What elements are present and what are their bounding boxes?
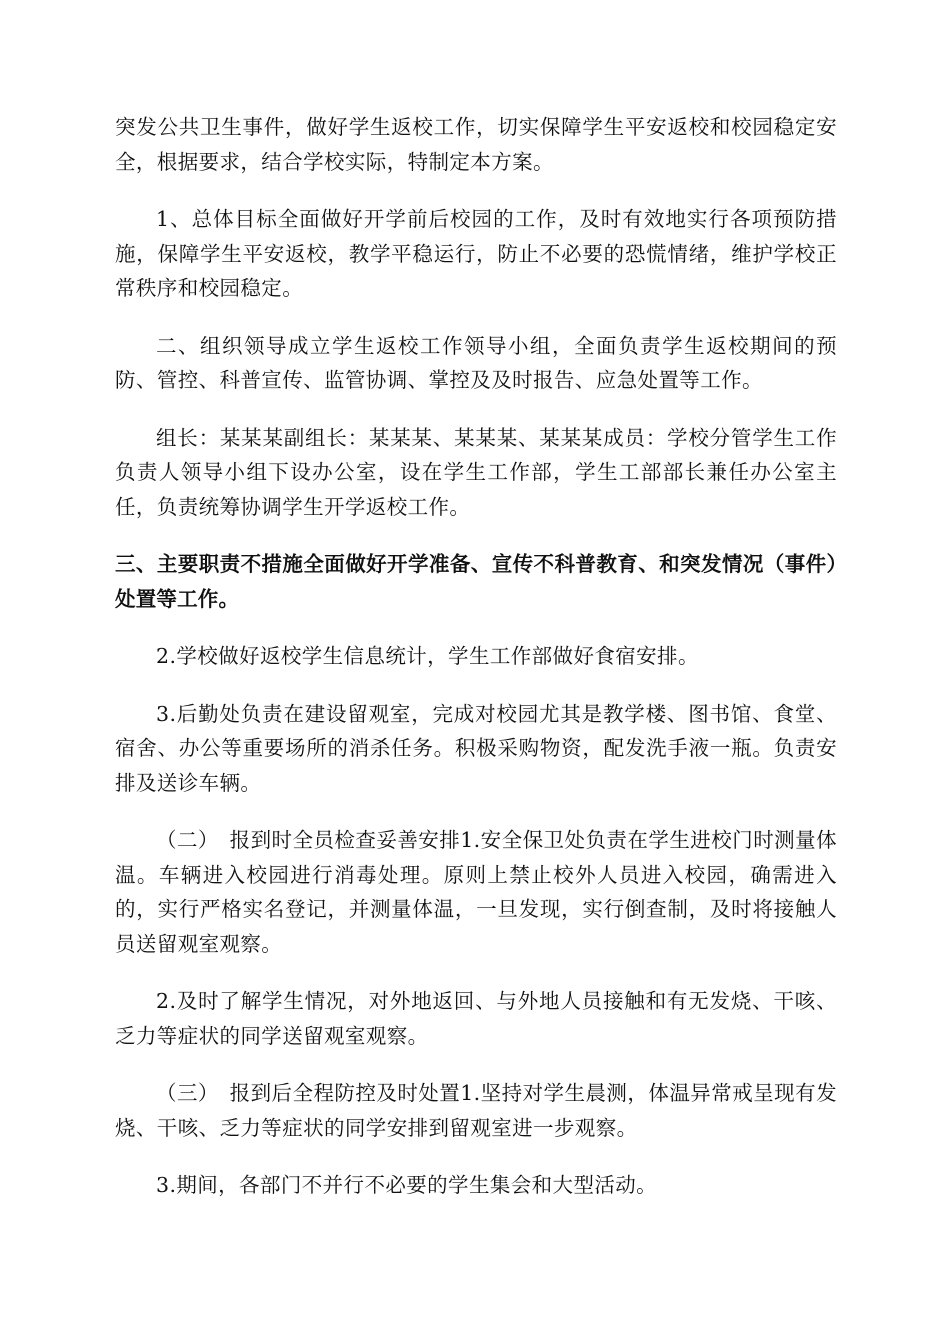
paragraph-team-members: 组长：某某某副组长：某某某、某某某、某某某成员：学校分管学生工作负责人领导小组下设办公室，设在学生工作部，学生工部部长兼任办公室主任，负责统筹协调学生开学返校工作。	[115, 425, 837, 519]
paragraph-student-situation: 2.及时了解学生情况，对外地返回、与外地人员接触和有无发烧、干咳、乏力等症状的同学送留观室观察。	[115, 989, 837, 1048]
paragraph-arrival-check: （二） 报到时全员检查妥善安排1.安全保卫处负责在学生进校门时测量体温。车辆进入校园进行消毒处理。原则上禁止校外人员进入校园，确需进入的，实行严格实名登记，并测量体温，一旦发现，实行倒查制，及时将接触人员送留观室观察。	[115, 828, 837, 956]
paragraph-logistics: 3.后勤处负责在建设留观室，完成对校园尤其是教学楼、图书馆、食堂、宿舍、办公等重要场所的消杀任务。积极采购物资，配发洗手液一瓶。负责安排及送诊车辆。	[115, 701, 837, 795]
paragraph-intro-continuation: 突发公共卫生事件，做好学生返校工作，切实保障学生平安返校和校园稳定安全，根据要求，结合学校实际，特制定本方案。	[115, 115, 837, 174]
paragraph-organization: 二、组织领导成立学生返校工作领导小组，全面负责学生返校期间的预防、管控、科普宣传、监管协调、掌控及及时报告、应急处置等工作。	[115, 333, 837, 392]
paragraph-post-arrival-control: （三） 报到后全程防控及时处置1.坚持对学生晨测，体温异常戒呈现有发烧、干咳、乏力等症状的同学安排到留观室进一步观察。	[115, 1081, 837, 1140]
paragraph-overall-goal: 1、总体目标全面做好开学前后校园的工作，及时有效地实行各项预防措施，保障学生平安返校，教学平稳运行，防止不必要的恐慌情绪，维护学校正常秩序和校园稳定。	[115, 207, 837, 300]
section-heading-responsibilities: 三、主要职责不措施全面做好开学准备、宣传不科普教育、和突发情况（事件）处置等工作。	[115, 552, 837, 611]
paragraph-info-statistics: 2.学校做好返校学生信息统计，学生工作部做好食宿安排。	[156, 644, 699, 668]
document-page	[115, 110, 837, 1226]
paragraph-no-gatherings: 3.期间，各部门不并行不必要的学生集会和大型活动。	[156, 1173, 658, 1197]
